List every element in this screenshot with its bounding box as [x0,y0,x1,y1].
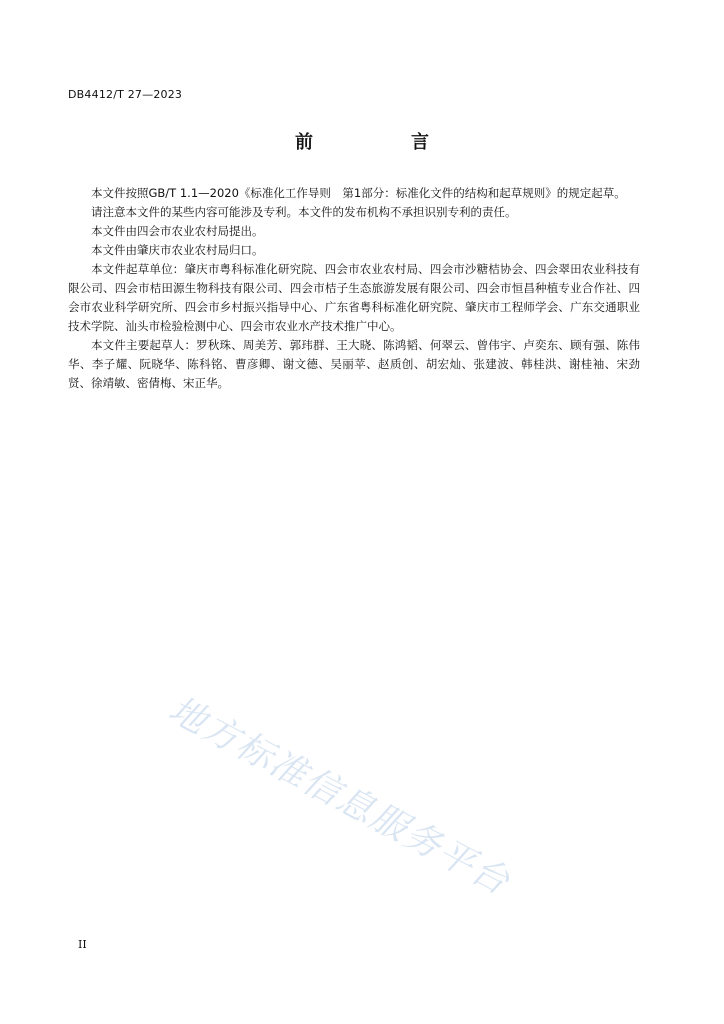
paragraph-main-drafters: 本文件主要起草人：罗秋珠、周美芳、郭玮群、王大晓、陈鸿韬、何翠云、曾伟宇、卢奕东、顾有强、陈伟华、李子耀、阮晓华、陈科铭、曹彦卿、谢文德、吴丽苹、赵质创、胡宏灿、张建波、韩桂洪、谢桂袖、宋劲贤、徐靖敏、密倩梅、宋正华。 [68,338,640,390]
paragraph-centralized-unit: 本文件由肇庆市农业农村局归口。 [91,243,264,257]
paragraph-patent-notice: 请注意本文件的某些内容可能涉及专利。本文件的发布机构不承担识别专利的责任。 [91,205,517,219]
watermark: 地方标准信息服务平台 [161,689,517,904]
document-code: DB4412/T 27—2023 [68,88,183,101]
page-number: II [78,938,87,951]
paragraph-drafting-rules: 本文件按照GB/T 1.1—2020《标准化工作导则 第1部分：标准化文件的结构和起草规则》的规定起草。 [91,186,626,200]
page-title: 前 言 [295,132,469,153]
paragraph-drafting-units: 本文件起草单位：肇庆市粤科标准化研究院、四会市农业农村局、四会市沙糖桔协会、四会翠田农业科技有限公司、四会市桔田源生物科技有限公司、四会市桔子生态旅游发展有限公司、四会市恒昌种植专业合作社、四会市农业科学研究所、四会市乡村振兴指导中心、广东省粤科标准化研究院、肇庆市工程师学会、广东交通职业技术学院、汕头市检验检测中心、四会市农业水产技术推广中心。 [68,262,640,333]
foreword-body [68,184,640,393]
paragraph-proposer: 本文件由四会市农业农村局提出。 [91,224,264,238]
